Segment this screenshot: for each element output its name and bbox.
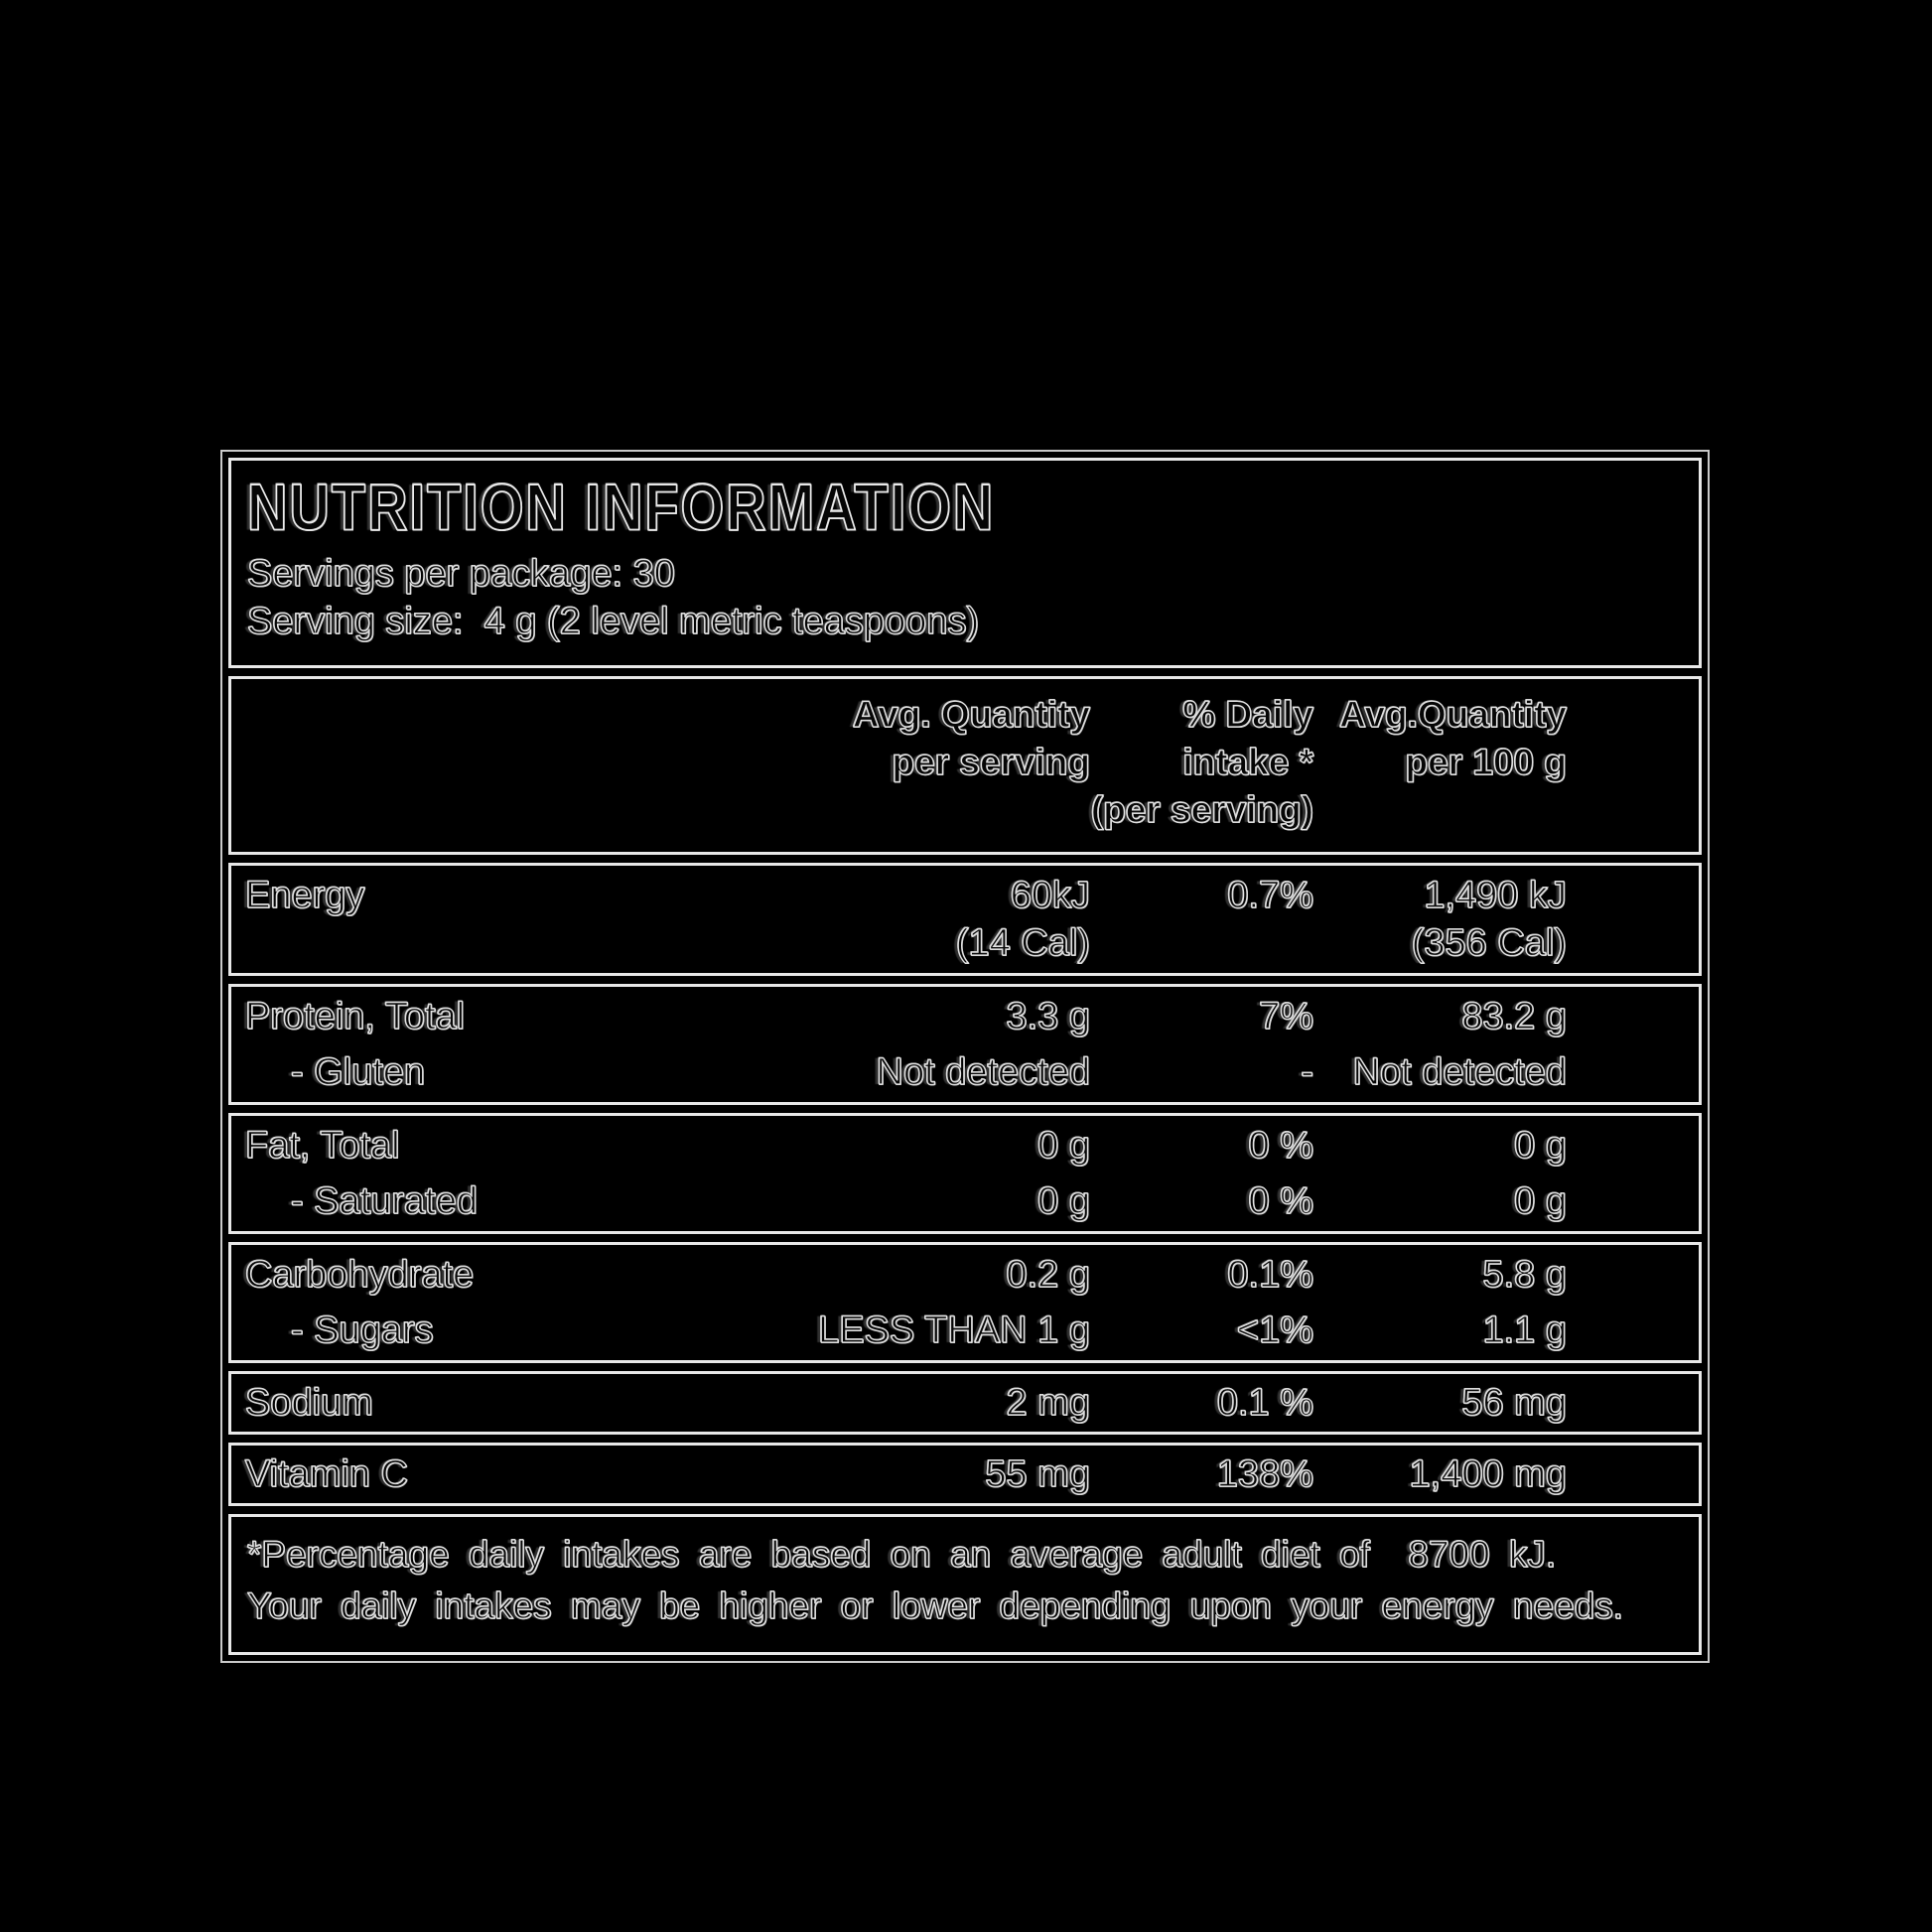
row-label: Vitamin C [245, 1453, 409, 1495]
row-label: - Gluten [291, 1051, 426, 1093]
energy-section [228, 863, 1702, 976]
per-serving-value: Not detected [876, 1051, 1090, 1093]
daily-intake-value: 0.1% [1227, 1254, 1313, 1296]
per-100g-value: 1,490 kJ (356 Cal) [1411, 875, 1567, 964]
row-label: Energy [245, 875, 365, 916]
vitamin-c-section [228, 1443, 1702, 1506]
daily-intake-value: 0.1 % [1216, 1382, 1313, 1424]
carbohydrate-section [228, 1242, 1702, 1363]
row-label: Protein, Total [245, 996, 466, 1037]
header-per-serving: Avg. Quantity per serving [852, 694, 1090, 782]
serving-size: Serving size: 4 g (2 level metric teaspoons) [247, 601, 980, 642]
row-label: Fat, Total [245, 1125, 400, 1167]
table-row [231, 989, 1699, 1044]
per-100g-value: 56 mg [1461, 1382, 1567, 1424]
table-header-box [228, 676, 1702, 855]
table-row [231, 1118, 1699, 1173]
daily-intake-value: <1% [1236, 1310, 1313, 1351]
daily-intake-value: 7% [1259, 996, 1313, 1037]
sodium-section [228, 1371, 1702, 1435]
daily-intake-value: 0 % [1248, 1125, 1313, 1167]
per-serving-value: LESS THAN 1 g [818, 1310, 1090, 1351]
daily-intake-value: 0 % [1248, 1180, 1313, 1222]
table-row [231, 868, 1699, 971]
per-100g-value: 83.2 g [1461, 996, 1567, 1037]
row-label: - Saturated [291, 1180, 478, 1222]
per-100g-value: 5.8 g [1482, 1254, 1567, 1296]
footer-line-1: *Percentage daily intakes are based on an average adult diet of 8700 kJ. [247, 1534, 1557, 1575]
table-row [231, 1044, 1699, 1100]
per-100g-value: 0 g [1514, 1180, 1567, 1222]
footer-line-2: Your daily intakes may be higher or lower depending upon your energy needs. [247, 1586, 1624, 1626]
nutrition-panel [220, 450, 1710, 1663]
per-100g-value: 0 g [1514, 1125, 1567, 1167]
per-serving-value: 0.2 g [1006, 1254, 1090, 1296]
servings-per-package: Servings per package: 30 [247, 553, 675, 595]
per-100g-value: 1,400 mg [1409, 1453, 1567, 1495]
per-serving-value: 0 g [1037, 1125, 1090, 1167]
per-100g-value: Not detected [1352, 1051, 1567, 1093]
protein-section [228, 984, 1702, 1105]
header-empty-cell [231, 691, 579, 739]
table-row [231, 1303, 1699, 1358]
per-serving-value: 3.3 g [1006, 996, 1090, 1037]
daily-intake-value: - [1301, 1051, 1313, 1093]
table-header-row [231, 679, 1699, 852]
row-label: Sodium [245, 1382, 373, 1424]
per-serving-value: 60kJ (14 Cal) [955, 875, 1090, 964]
header-per-100g: Avg.Quantity per 100 g [1339, 694, 1567, 782]
daily-intake-value: 0.7% [1227, 875, 1313, 916]
table-row [231, 1375, 1699, 1431]
row-label: Carbohydrate [245, 1254, 475, 1296]
header-daily-intake: % Daily intake * (per serving) [1090, 694, 1313, 830]
per-serving-value: 0 g [1037, 1180, 1090, 1222]
title-box [228, 458, 1702, 668]
per-serving-value: 2 mg [1006, 1382, 1090, 1424]
daily-intake-value: 138% [1216, 1453, 1313, 1495]
per-serving-value: 55 mg [985, 1453, 1090, 1495]
footer-box [228, 1514, 1702, 1655]
row-label: - Sugars [291, 1310, 434, 1351]
table-row [231, 1247, 1699, 1303]
per-100g-value: 1.1 g [1482, 1310, 1567, 1351]
table-row [231, 1173, 1699, 1229]
fat-section [228, 1113, 1702, 1234]
page-title: NUTRITION INFORMATION [247, 470, 996, 544]
table-row [231, 1447, 1699, 1502]
